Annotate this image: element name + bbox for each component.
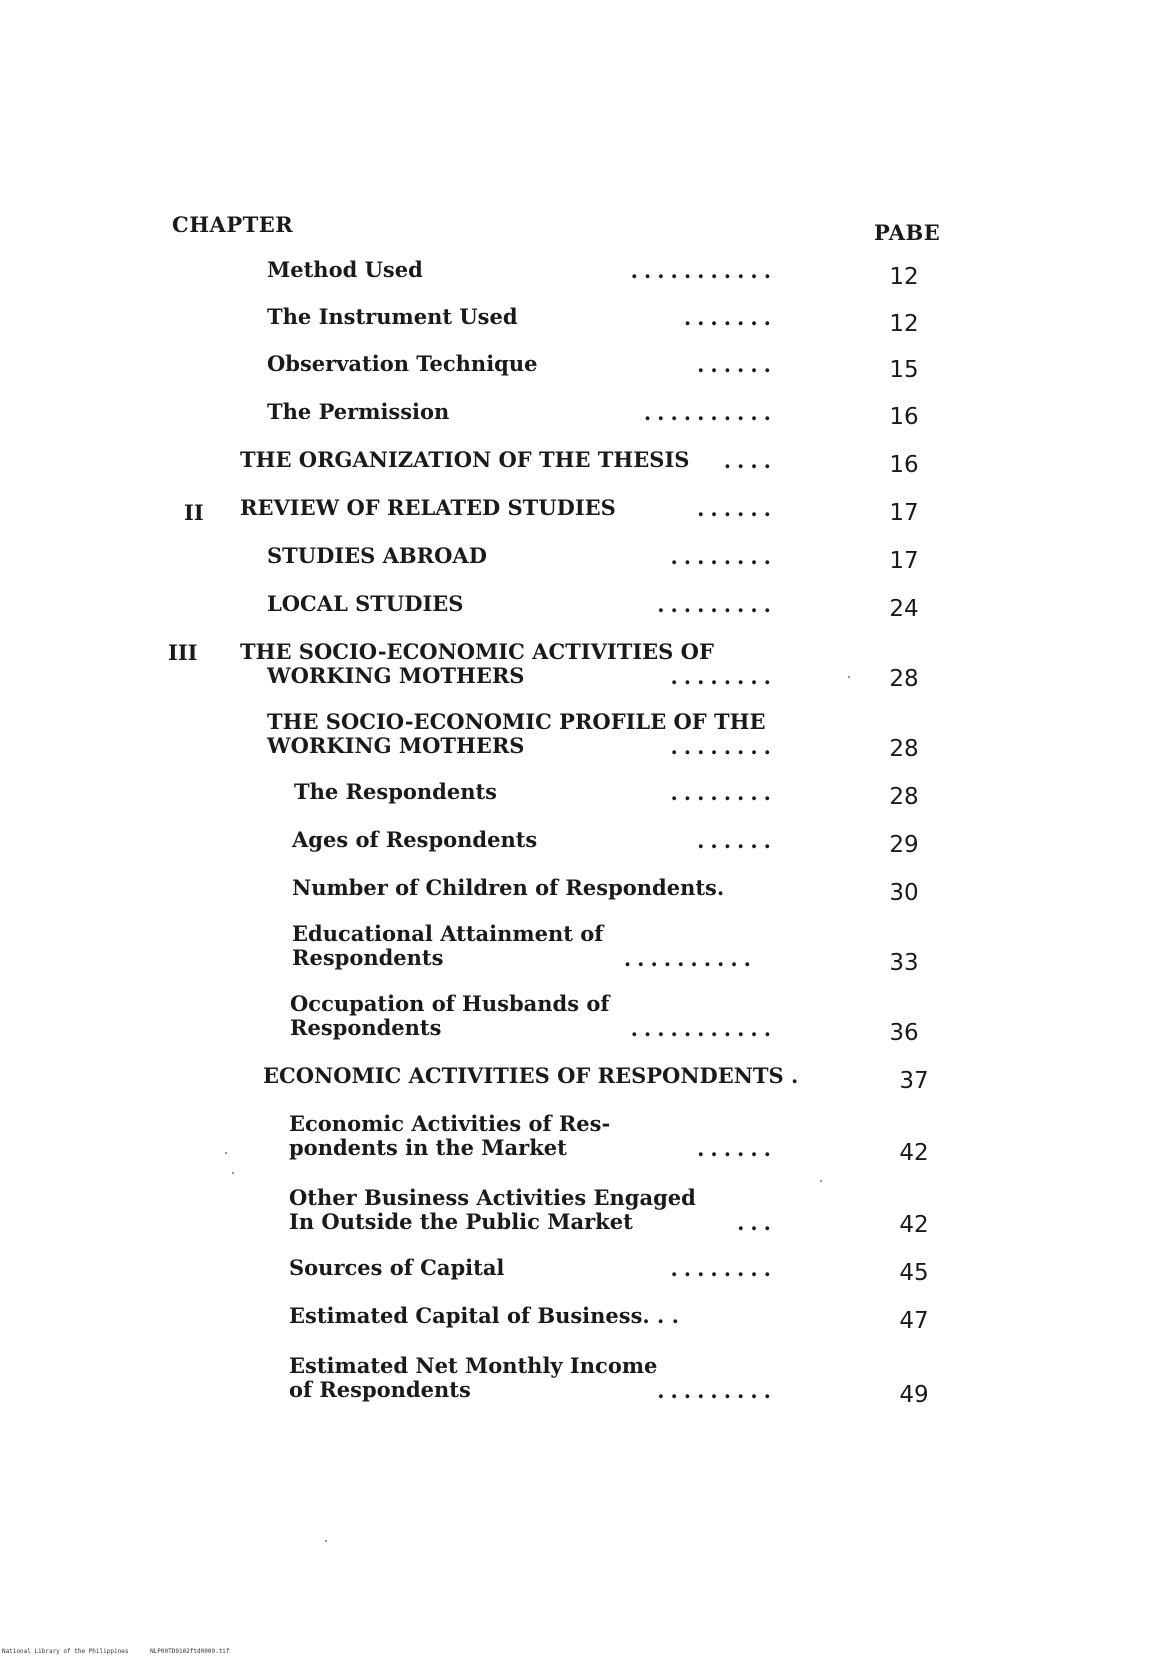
toc-page-number: 37 bbox=[899, 1068, 929, 1094]
leader-dots: ......... bbox=[657, 592, 777, 617]
leader-dots: ........ bbox=[670, 544, 777, 569]
toc-entry-method-used bbox=[267, 258, 423, 282]
chapter-header: CHAPTER bbox=[172, 212, 294, 237]
footer-library: National Library of the Philippines bbox=[2, 1648, 129, 1655]
toc-entry-text: Sources of Capital bbox=[289, 1255, 505, 1280]
toc-entry-observation-technique bbox=[267, 352, 538, 376]
toc-entry-text: THE SOCIO-ECONOMIC ACTIVITIES OF bbox=[240, 639, 714, 664]
toc-entry-text: LOCAL STUDIES bbox=[267, 591, 464, 616]
scan-footer bbox=[2, 1648, 248, 1655]
toc-entry-estimated-capital bbox=[289, 1304, 679, 1328]
leader-dots: ...... bbox=[697, 496, 777, 521]
leader-dots: ........ bbox=[670, 1256, 777, 1281]
toc-entry-text: ECONOMIC ACTIVITIES OF RESPONDENTS . bbox=[263, 1063, 799, 1088]
page-header: PABE bbox=[874, 220, 941, 245]
toc-entry-other-business bbox=[289, 1186, 696, 1234]
toc-page-number: 15 bbox=[889, 357, 919, 383]
chapter-numeral: II bbox=[184, 500, 204, 525]
toc-entry-permission bbox=[267, 400, 449, 424]
toc-entry-text-continued: of Respondents bbox=[289, 1377, 471, 1402]
toc-entry-number-of-children bbox=[292, 876, 724, 900]
toc-entry-text: Educational Attainment of bbox=[292, 921, 604, 946]
toc-entry-organization bbox=[240, 448, 689, 472]
leader-dots: ...... bbox=[697, 352, 777, 377]
toc-page-number: 12 bbox=[889, 264, 919, 290]
toc-entry-text: Estimated Capital of Business. . . bbox=[289, 1303, 679, 1328]
toc-page-number: 49 bbox=[899, 1382, 929, 1408]
toc-entry-studies-abroad bbox=[267, 544, 487, 568]
toc-entry-text: The Permission bbox=[267, 399, 450, 424]
toc-entry-text: STUDIES ABROAD bbox=[267, 543, 487, 568]
leader-dots: ... bbox=[737, 1210, 777, 1235]
toc-entry-text-continued: pondents in the Market bbox=[289, 1135, 567, 1160]
leader-dots: ........ bbox=[670, 734, 777, 759]
toc-page-number: 28 bbox=[889, 666, 919, 692]
footer-file: NLP00TD9102ftd0009.tif bbox=[150, 1648, 230, 1655]
toc-page-number: 12 bbox=[889, 311, 919, 337]
toc-entry-text: Economic Activities of Res- bbox=[289, 1111, 611, 1136]
chapter-numeral: III bbox=[168, 640, 198, 665]
toc-entry-sources-of-capital bbox=[289, 1256, 504, 1280]
toc-entry-text: The Respondents bbox=[294, 779, 497, 804]
toc-page-number: 42 bbox=[899, 1140, 929, 1166]
scan-speck bbox=[325, 1540, 327, 1542]
scan-speck bbox=[232, 1172, 234, 1174]
toc-entry-text-continued: WORKING MOTHERS bbox=[267, 663, 525, 688]
toc-entry-text: Ages of Respondents bbox=[292, 827, 538, 852]
toc-page-number: 36 bbox=[889, 1020, 919, 1046]
scan-speck bbox=[848, 676, 850, 678]
leader-dots: ........... bbox=[630, 1016, 777, 1041]
toc-page-number: 16 bbox=[889, 404, 919, 430]
toc-entry-local-studies bbox=[267, 592, 463, 616]
leader-dots: .... bbox=[723, 448, 777, 473]
toc-page-number: 16 bbox=[889, 452, 919, 478]
toc-page-number: 47 bbox=[899, 1308, 929, 1334]
toc-entry-text: Number of Children of Respondents. bbox=[292, 875, 725, 900]
toc-entry-text: THE ORGANIZATION OF THE THESIS bbox=[240, 447, 690, 472]
leader-dots: ...... bbox=[697, 828, 777, 853]
toc-page-number: 29 bbox=[889, 832, 919, 858]
toc-entry-respondents bbox=[294, 780, 497, 804]
toc-page-number: 33 bbox=[889, 950, 919, 976]
toc-page-number: 42 bbox=[899, 1212, 929, 1238]
leader-dots: ........... bbox=[630, 258, 777, 283]
toc-entry-text-continued: In Outside the Public Market bbox=[289, 1209, 633, 1234]
toc-entry-economic-activities bbox=[263, 1064, 798, 1088]
toc-entry-text: The Instrument Used bbox=[267, 304, 518, 329]
toc-page-number: 17 bbox=[889, 500, 919, 526]
leader-dots: ....... bbox=[683, 305, 777, 330]
toc-page-number: 28 bbox=[889, 784, 919, 810]
toc-entry-text: Occupation of Husbands of bbox=[290, 991, 610, 1016]
toc-entry-instrument-used bbox=[267, 305, 518, 329]
toc-entry-activities-in-market bbox=[289, 1112, 610, 1160]
leader-dots: ...... bbox=[697, 1136, 777, 1161]
toc-entry-text: REVIEW OF RELATED STUDIES bbox=[240, 495, 616, 520]
toc-entry-ages bbox=[292, 828, 537, 852]
leader-dots: ........ bbox=[670, 664, 777, 689]
toc-page-number: 30 bbox=[889, 880, 919, 906]
toc-entry-text: Other Business Activities Engaged bbox=[289, 1185, 696, 1210]
toc-page-number: 45 bbox=[899, 1260, 929, 1286]
toc-entry-text: THE SOCIO-ECONOMIC PROFILE OF THE bbox=[267, 709, 766, 734]
scan-speck bbox=[820, 1180, 822, 1182]
leader-dots: .......... bbox=[623, 946, 757, 971]
toc-entry-text: Observation Technique bbox=[267, 351, 538, 376]
leader-dots: .......... bbox=[643, 400, 777, 425]
toc-entry-text-continued: WORKING MOTHERS bbox=[267, 733, 525, 758]
toc-entry-review bbox=[240, 496, 616, 520]
leader-dots: ........ bbox=[670, 780, 777, 805]
toc-entry-text: Estimated Net Monthly Income bbox=[289, 1353, 658, 1378]
toc-entry-text-continued: Respondents bbox=[292, 945, 444, 970]
toc-page-number: 17 bbox=[889, 548, 919, 574]
toc-page-number: 24 bbox=[889, 596, 919, 622]
toc-entry-text: Method Used bbox=[267, 257, 423, 282]
scan-speck bbox=[225, 1152, 227, 1154]
toc-page-number: 28 bbox=[889, 736, 919, 762]
leader-dots: ......... bbox=[657, 1378, 777, 1403]
toc-entry-text-continued: Respondents bbox=[290, 1015, 442, 1040]
